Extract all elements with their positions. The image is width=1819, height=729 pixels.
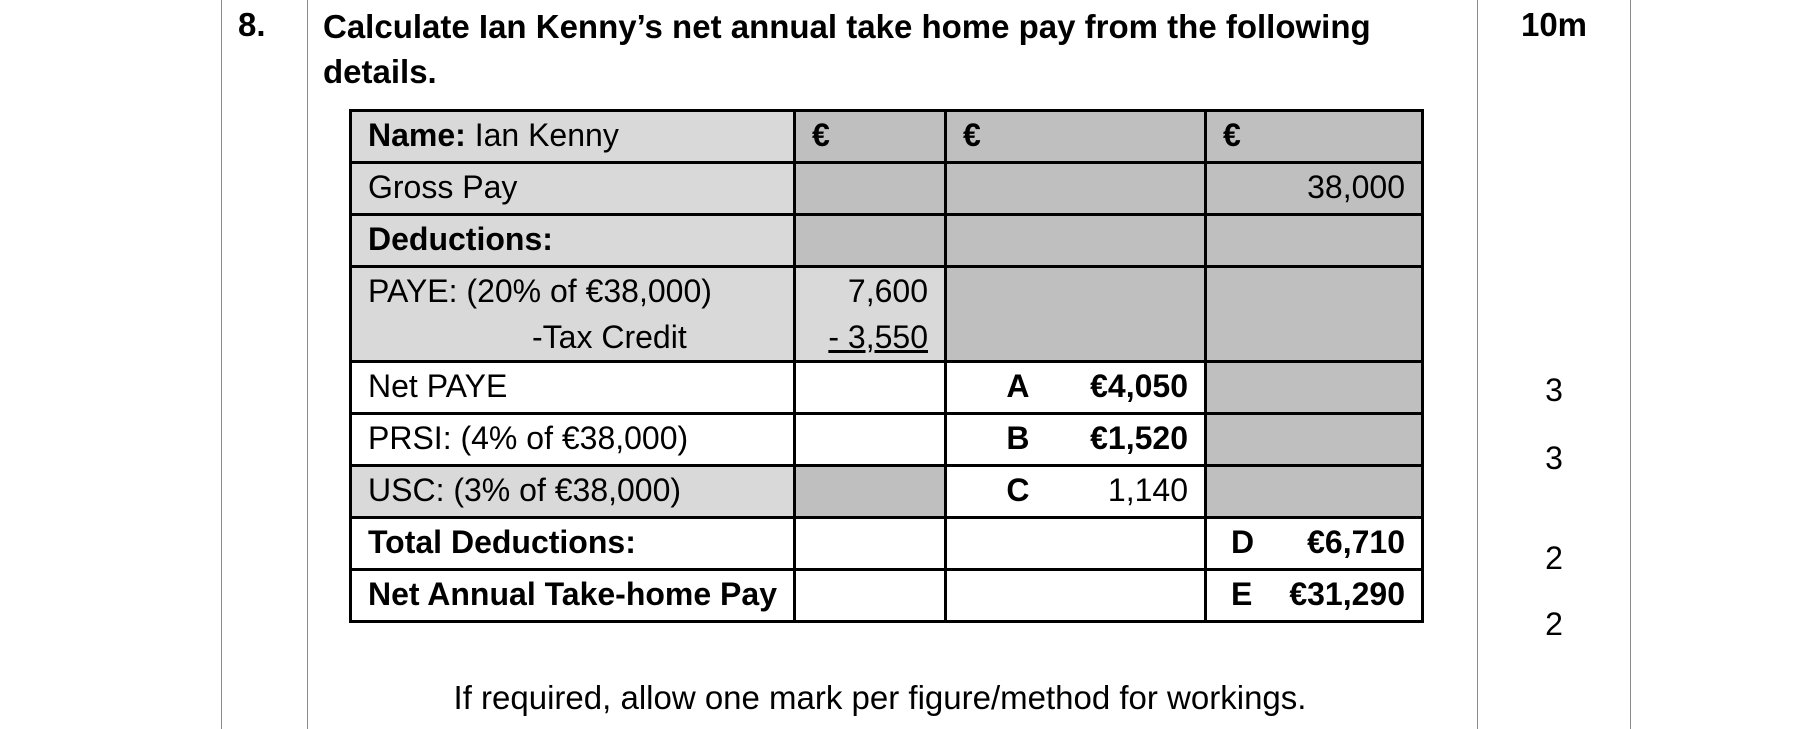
paye-cell — [351, 267, 795, 362]
paye-values — [794, 267, 945, 362]
prsi-cell — [945, 414, 1205, 466]
net-pay-label: Net Annual Take-home Pay — [351, 570, 795, 622]
net-paye-cell — [945, 362, 1205, 414]
question-text: Calculate Ian Kenny’s net annual take home pay from the following details. — [323, 8, 1371, 90]
net-paye-value: €4,050 — [1090, 368, 1188, 404]
currency-col-2: € — [945, 111, 1205, 163]
tax-credit-label: -Tax Credit — [532, 319, 687, 355]
border-right — [1630, 0, 1631, 729]
question-number: 8. — [238, 6, 266, 43]
empty-cell — [945, 215, 1205, 267]
gross-pay-value: 38,000 — [1205, 163, 1422, 215]
usc-label: USC: (3% of €38,000) — [351, 466, 795, 518]
net-pay-row — [351, 570, 1423, 622]
answer-letter-a: A — [1006, 368, 1030, 404]
currency-col-3: € — [1205, 111, 1422, 163]
empty-cell — [1205, 362, 1422, 414]
empty-cell — [794, 163, 945, 215]
prsi-row — [351, 414, 1423, 466]
gross-pay-label: Gross Pay — [351, 163, 795, 215]
payslip-table — [349, 109, 1424, 623]
empty-cell — [794, 414, 945, 466]
empty-cell — [794, 466, 945, 518]
border-left — [221, 0, 222, 729]
empty-cell — [945, 570, 1205, 622]
empty-cell — [945, 163, 1205, 215]
prsi-label: PRSI: (4% of €38,000) — [351, 414, 795, 466]
empty-cell — [794, 518, 945, 570]
name-value: Ian Kenny — [474, 117, 619, 153]
deductions-label: Deductions: — [351, 215, 795, 267]
paye-value: 7,600 — [847, 273, 928, 309]
empty-cell — [1205, 466, 1422, 518]
mark-b: 3 — [1545, 440, 1563, 476]
name-cell — [351, 111, 795, 163]
answer-letter-b: B — [1006, 420, 1030, 456]
total-deductions-cell — [1205, 518, 1422, 570]
mark-e: 2 — [1545, 606, 1563, 642]
header-row — [351, 111, 1423, 163]
deductions-heading-row — [351, 215, 1423, 267]
empty-cell — [1205, 414, 1422, 466]
currency-col-1: € — [794, 111, 945, 163]
total-deductions-row — [351, 518, 1423, 570]
mark-d: 2 — [1545, 540, 1563, 576]
empty-cell — [794, 362, 945, 414]
net-paye-row — [351, 362, 1423, 414]
empty-cell — [945, 518, 1205, 570]
empty-cell — [1205, 267, 1422, 362]
tax-credit-value: - 3,550 — [828, 319, 928, 355]
answer-letter-d: D — [1230, 524, 1255, 560]
empty-cell — [1205, 215, 1422, 267]
total-marks: 10m — [1520, 6, 1588, 43]
answer-letter-c: C — [1006, 472, 1030, 508]
net-pay-cell — [1205, 570, 1422, 622]
empty-cell — [794, 570, 945, 622]
empty-cell — [945, 267, 1205, 362]
empty-cell — [794, 215, 945, 267]
net-pay-value: €31,290 — [1289, 576, 1405, 612]
prsi-value: €1,520 — [1090, 420, 1188, 456]
paye-label: PAYE: (20% of €38,000) — [368, 273, 712, 309]
total-deductions-label: Total Deductions: — [351, 518, 795, 570]
paye-row — [351, 267, 1423, 362]
usc-cell — [945, 466, 1205, 518]
border-question — [307, 0, 308, 729]
usc-value: 1,140 — [1107, 472, 1188, 508]
gross-pay-row — [351, 163, 1423, 215]
net-paye-label: Net PAYE — [351, 362, 795, 414]
marking-note: If required, allow one mark per figure/method for workings. — [453, 679, 1307, 716]
usc-row — [351, 466, 1423, 518]
name-label: Name: — [368, 117, 466, 153]
answer-letter-e: E — [1230, 576, 1253, 612]
total-deductions-value: €6,710 — [1307, 524, 1405, 560]
mark-a: 3 — [1545, 372, 1563, 408]
